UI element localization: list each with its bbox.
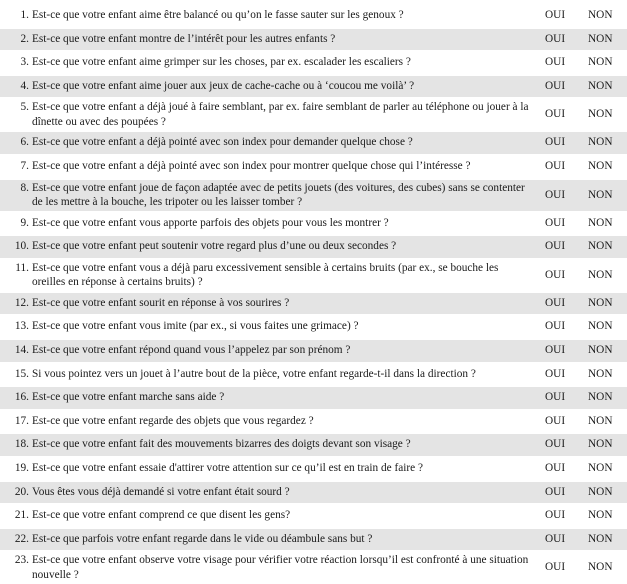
no-option[interactable]: NON bbox=[588, 561, 613, 574]
question-text: Est-ce que votre enfant a déjà joué à faire semblant, par ex. faire semblant de parler au téléphone ou jouer à la dînette ou avec des poupées ? bbox=[32, 101, 529, 128]
no-option[interactable]: NON bbox=[588, 438, 613, 451]
question-row bbox=[0, 260, 627, 291]
question-row bbox=[0, 411, 627, 433]
question-text: Est-ce que votre enfant a déjà pointé avec son index pour demander quelque chose ? bbox=[32, 136, 413, 149]
question-row bbox=[0, 387, 627, 409]
yes-option[interactable]: OUI bbox=[545, 509, 566, 522]
yes-option[interactable]: OUI bbox=[545, 159, 566, 172]
question-number: 23. bbox=[14, 554, 29, 567]
question-text: Est-ce que votre enfant aime être balancé ou qu’on le fasse sauter sur les genoux ? bbox=[32, 9, 404, 21]
question-number: 20. bbox=[14, 485, 29, 498]
yes-option[interactable]: OUI bbox=[545, 188, 566, 201]
question-row bbox=[0, 482, 627, 504]
yes-option[interactable]: OUI bbox=[545, 32, 566, 45]
question-row bbox=[0, 180, 627, 211]
no-option[interactable]: NON bbox=[588, 509, 613, 522]
question-row bbox=[0, 364, 627, 386]
question-row bbox=[0, 293, 627, 315]
question-number: 6. bbox=[20, 136, 29, 149]
question-number: 14. bbox=[14, 343, 29, 356]
yes-option[interactable]: OUI bbox=[545, 532, 566, 545]
yes-option[interactable]: OUI bbox=[545, 240, 566, 253]
question-row bbox=[0, 458, 627, 480]
no-option[interactable]: NON bbox=[588, 485, 613, 498]
question-row bbox=[0, 99, 627, 130]
question-text: Est-ce que votre enfant vous a déjà paru excessivement sensible à certains bruits (par ex., se bouche les oreilles en réponse à certains bruits) ? bbox=[32, 261, 499, 289]
question-text: Est-ce que votre enfant comprend ce que disent les gens? bbox=[32, 509, 291, 522]
question-text: Est-ce que votre enfant montre de l’intérêt pour les autres enfants ? bbox=[32, 32, 336, 45]
question-text: Est-ce que votre enfant joue de façon adaptée avec de petits jouets (des voitures, des cubes) sans se contenter de les mettre à la bouche, les tripoter ou les laisser tomber ? bbox=[32, 181, 525, 209]
question-row bbox=[0, 529, 627, 551]
question-text: Est-ce que parfois votre enfant regarde dans le vide ou déambule sans but ? bbox=[32, 532, 373, 545]
question-text: Est-ce que votre enfant observe votre visage pour vérifier votre réaction lorsqu’il est confronté à une situation nouvelle ? bbox=[32, 554, 529, 581]
no-option[interactable]: NON bbox=[588, 296, 613, 309]
question-row bbox=[0, 236, 627, 258]
question-row bbox=[0, 29, 627, 51]
question-number: 2. bbox=[20, 32, 29, 45]
no-option[interactable]: NON bbox=[588, 56, 613, 69]
question-text: Est-ce que votre enfant peut soutenir votre regard plus d’une ou deux secondes ? bbox=[32, 240, 397, 253]
question-list bbox=[0, 5, 627, 583]
question-row bbox=[0, 316, 627, 338]
no-option[interactable]: NON bbox=[588, 391, 613, 404]
no-option[interactable]: NON bbox=[588, 268, 613, 281]
question-row bbox=[0, 76, 627, 98]
question-row bbox=[0, 132, 627, 154]
question-number: 10. bbox=[14, 240, 29, 253]
question-number: 16. bbox=[14, 391, 29, 404]
question-text: Vous êtes vous déjà demandé si votre enfant était sourd ? bbox=[32, 485, 290, 498]
question-text: Est-ce que votre enfant marche sans aide ? bbox=[32, 391, 225, 404]
question-number: 15. bbox=[14, 367, 29, 380]
no-option[interactable]: NON bbox=[588, 414, 613, 427]
question-number: 4. bbox=[20, 79, 29, 92]
yes-option[interactable]: OUI bbox=[545, 268, 566, 281]
no-option[interactable]: NON bbox=[588, 320, 613, 333]
question-text: Est-ce que votre enfant vous apporte parfois des objets pour vous les montrer ? bbox=[32, 216, 389, 229]
yes-option[interactable]: OUI bbox=[545, 561, 566, 574]
no-option[interactable]: NON bbox=[588, 188, 613, 201]
no-option[interactable]: NON bbox=[588, 159, 613, 172]
question-text: Est-ce que votre enfant répond quand vous l’appelez par son prénom ? bbox=[32, 343, 351, 356]
yes-option[interactable]: OUI bbox=[545, 414, 566, 427]
no-option[interactable]: NON bbox=[588, 532, 613, 545]
question-number: 18. bbox=[14, 438, 29, 451]
question-text: Est-ce que votre enfant sourit en réponse à vos sourires ? bbox=[32, 296, 290, 309]
no-option[interactable]: NON bbox=[588, 32, 613, 45]
question-row bbox=[0, 434, 627, 456]
no-option[interactable]: NON bbox=[588, 79, 613, 92]
yes-option[interactable]: OUI bbox=[545, 9, 566, 21]
question-number: 9. bbox=[20, 216, 29, 229]
question-text: Est-ce que votre enfant regarde des objets que vous regardez ? bbox=[32, 414, 314, 427]
yes-option[interactable]: OUI bbox=[545, 343, 566, 356]
question-text: Est-ce que votre enfant fait des mouvements bizarres des doigts devant son visage ? bbox=[32, 438, 411, 451]
no-option[interactable]: NON bbox=[588, 240, 613, 253]
question-text: Est-ce que votre enfant essaie d'attirer votre attention sur ce qu’il est en train de faire ? bbox=[32, 461, 423, 474]
question-text: Est-ce que votre enfant aime grimper sur les choses, par ex. escalader les escaliers ? bbox=[32, 56, 411, 69]
question-text: Est-ce que votre enfant vous imite (par ex., si vous faites une grimace) ? bbox=[32, 320, 359, 333]
question-row bbox=[0, 505, 627, 527]
yes-option[interactable]: OUI bbox=[545, 485, 566, 498]
question-row bbox=[0, 5, 627, 27]
question-number: 21. bbox=[14, 509, 29, 522]
no-option[interactable]: NON bbox=[588, 367, 613, 380]
question-number: 1. bbox=[20, 9, 29, 21]
question-text: Est-ce que votre enfant a déjà pointé avec son index pour montrer quelque chose qui l’intéresse ? bbox=[32, 159, 471, 172]
yes-option[interactable]: OUI bbox=[545, 391, 566, 404]
question-number: 11. bbox=[15, 261, 29, 274]
yes-option[interactable]: OUI bbox=[545, 296, 566, 309]
yes-option[interactable]: OUI bbox=[545, 79, 566, 92]
question-number: 5. bbox=[20, 101, 29, 114]
yes-option[interactable]: OUI bbox=[545, 438, 566, 451]
question-text: Si vous pointez vers un jouet à l’autre bout de la pièce, votre enfant regarde-t-il dans la direction ? bbox=[32, 367, 476, 380]
question-row bbox=[0, 552, 627, 583]
yes-option[interactable]: OUI bbox=[545, 320, 566, 333]
question-number: 17. bbox=[14, 414, 29, 427]
question-row bbox=[0, 340, 627, 362]
question-number: 7. bbox=[20, 159, 29, 172]
yes-option[interactable]: OUI bbox=[545, 461, 566, 474]
no-option[interactable]: NON bbox=[588, 343, 613, 356]
no-option[interactable]: NON bbox=[588, 216, 613, 229]
question-row bbox=[0, 213, 627, 235]
question-number: 3. bbox=[20, 56, 29, 69]
yes-option[interactable]: OUI bbox=[545, 367, 566, 380]
yes-option[interactable]: OUI bbox=[545, 56, 566, 69]
question-number: 12. bbox=[14, 296, 29, 309]
no-option[interactable]: NON bbox=[588, 108, 613, 121]
yes-option[interactable]: OUI bbox=[545, 136, 566, 149]
no-option[interactable]: NON bbox=[588, 461, 613, 474]
question-row bbox=[0, 52, 627, 74]
yes-option[interactable]: OUI bbox=[545, 216, 566, 229]
no-option[interactable]: NON bbox=[588, 136, 613, 149]
question-number: 8. bbox=[20, 181, 29, 194]
yes-option[interactable]: OUI bbox=[545, 108, 566, 121]
question-number: 13. bbox=[14, 320, 29, 333]
no-option[interactable]: NON bbox=[588, 9, 613, 21]
question-number: 19. bbox=[14, 461, 29, 474]
question-row bbox=[0, 156, 627, 178]
question-number: 22. bbox=[14, 532, 29, 545]
question-text: Est-ce que votre enfant aime jouer aux jeux de cache-cache ou à ‘coucou me voilà’ ? bbox=[32, 79, 415, 92]
